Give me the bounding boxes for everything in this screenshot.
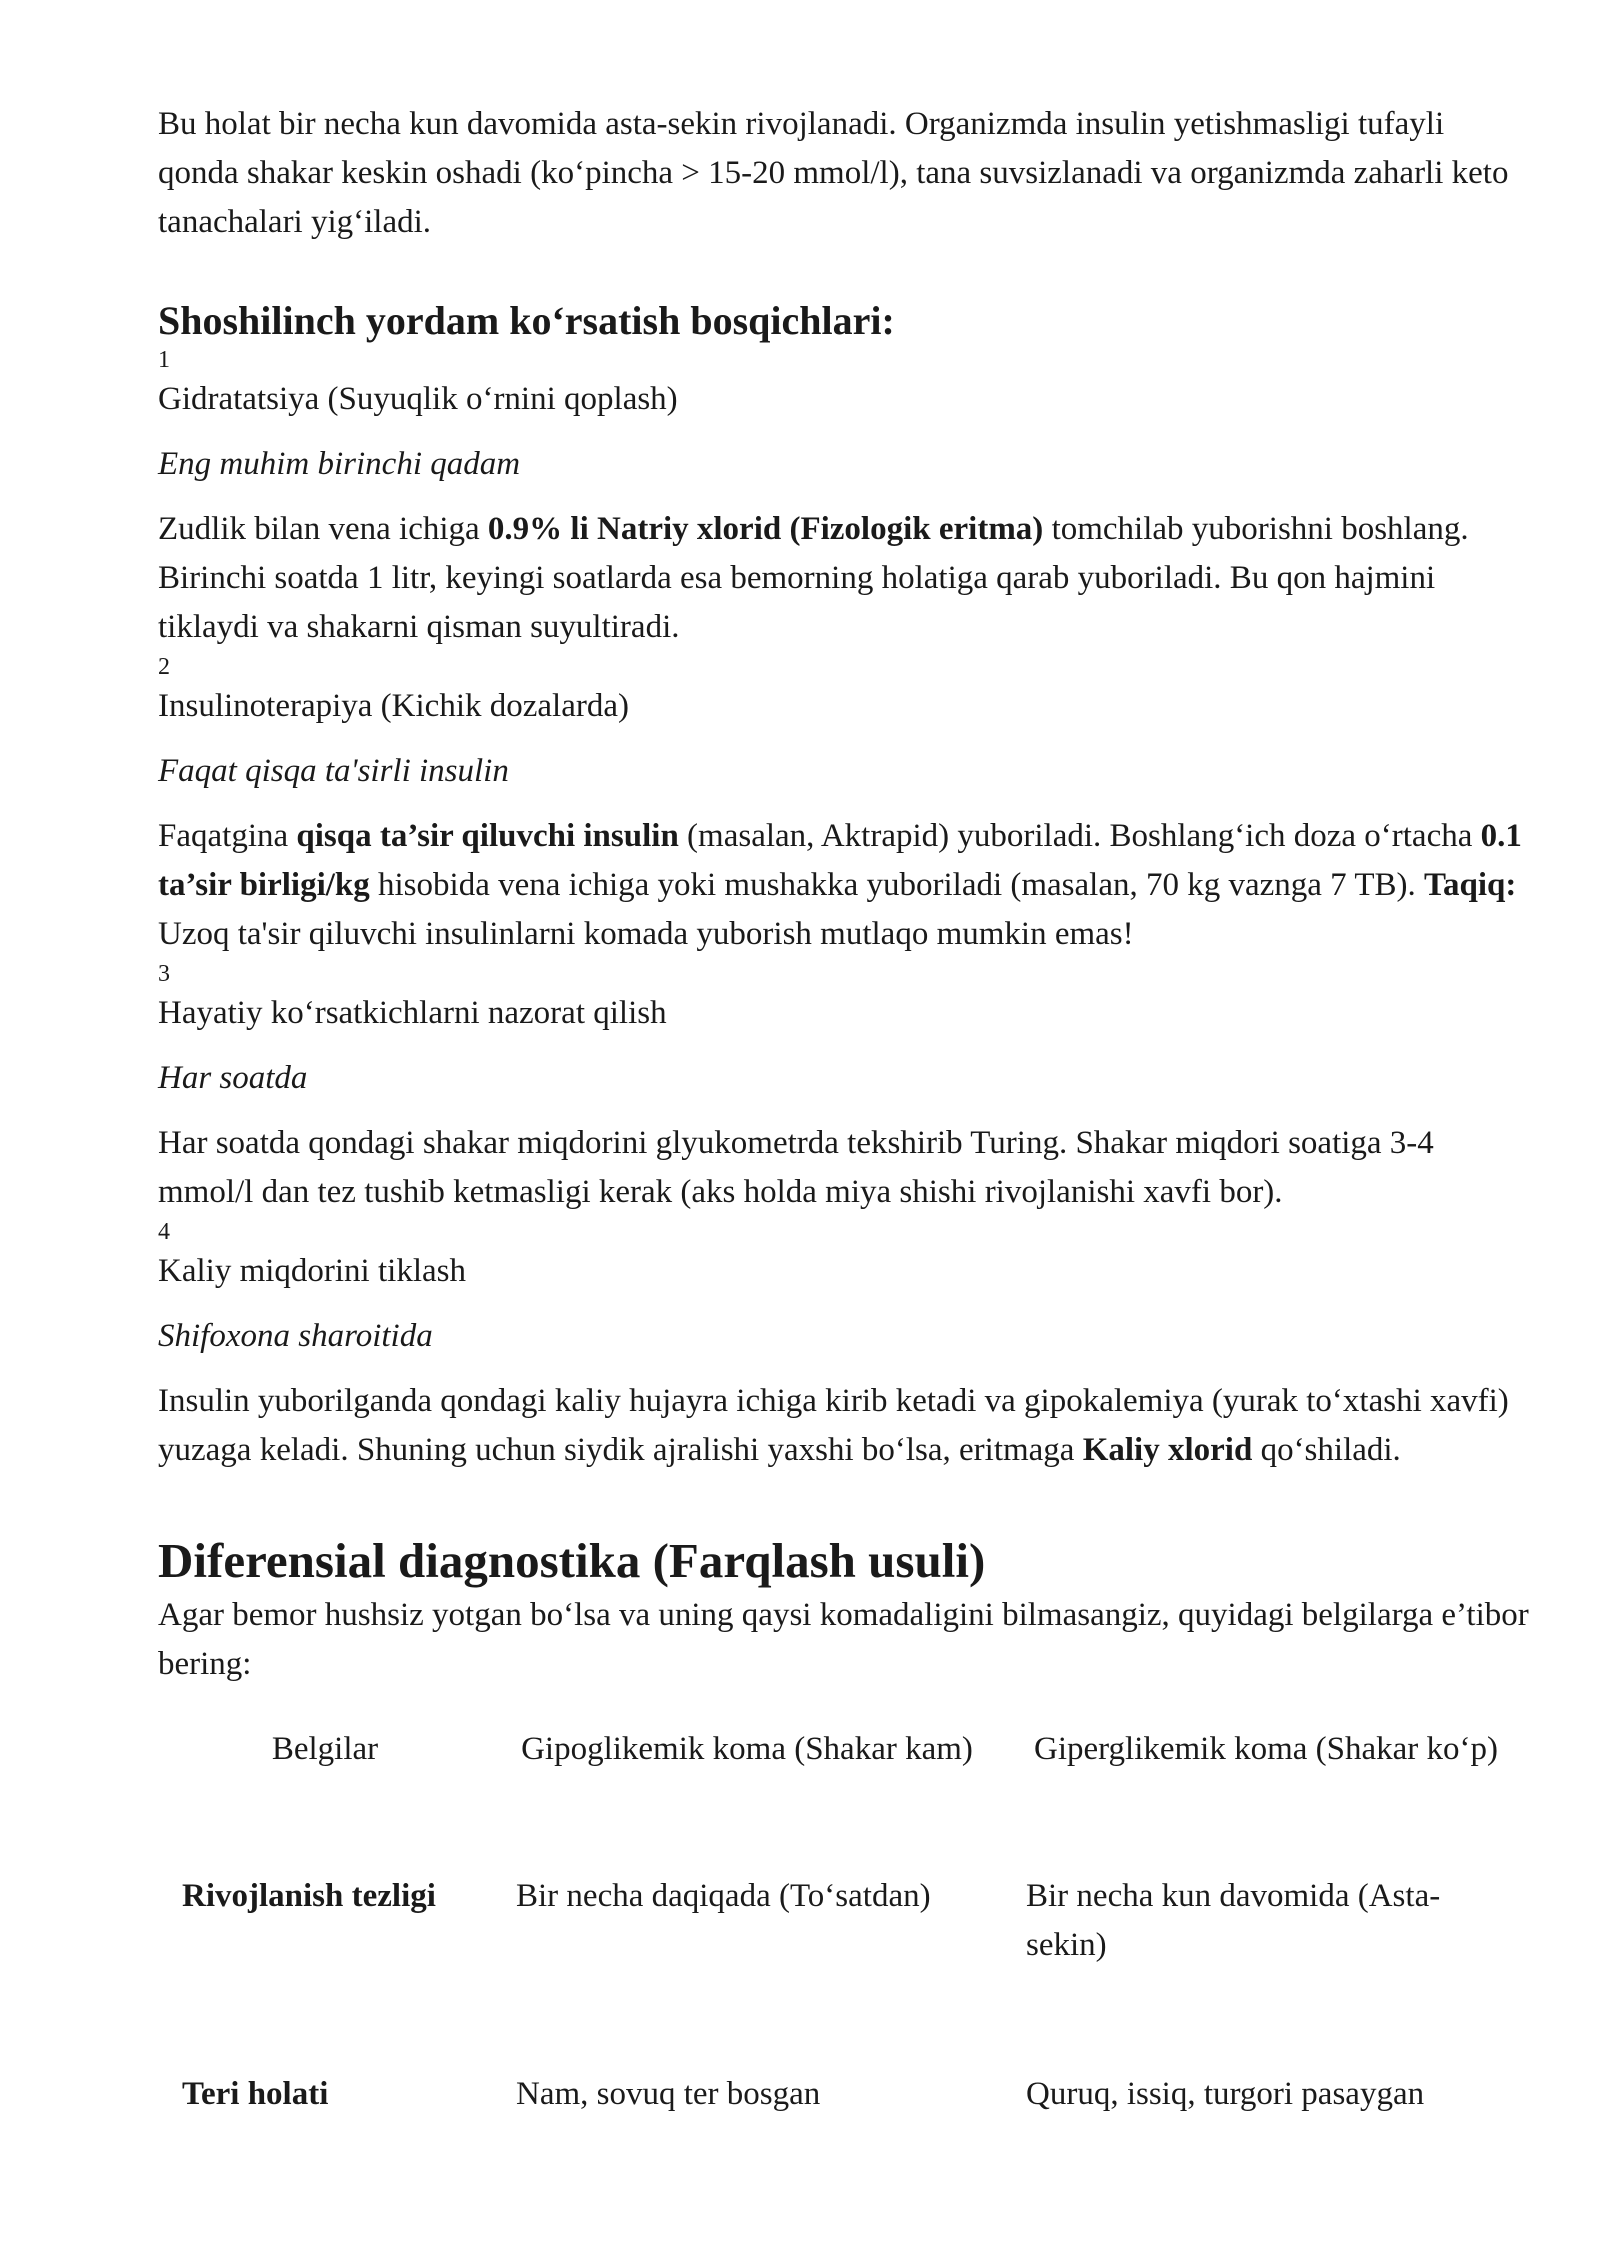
step-3 xyxy=(158,959,1530,1217)
step-subtitle: Shifoxona sharoitida xyxy=(158,1318,433,1354)
step-body-text: Uzoq ta'sir qiluvchi insulinlarni komada yuborish mutlaqo mumkin emas! xyxy=(158,916,1134,952)
step-1 xyxy=(158,345,1530,652)
intro-paragraph: Bu holat bir necha kun davomida asta-sekin rivojlanadi. Organizmda insulin yetishmasligi tufayli qonda shakar keskin oshadi (ko‘pincha > 15-20 mmol/l), tana suvsizlanadi va organizmda zaharli keto tanachalari yig‘iladi. xyxy=(158,106,1509,240)
step-number: 4 xyxy=(158,1219,170,1245)
step-subtitle: Faqat qisqa ta'sirli insulin xyxy=(158,753,509,789)
table-header-cell: Giperglikemik koma (Shakar ko‘p) xyxy=(1033,1731,1499,1767)
table-cell: Bir necha daqiqada (To‘satdan) xyxy=(516,1878,931,1914)
step-body-text: Har soatda qondagi shakar miqdorini glyukometrda tekshirib Turing. Shakar miqdori soatiga 3-4 mmol/l dan tez tushib ketmasligi kerak (aks holda miya shishi rivojlanishi xavfi bor). xyxy=(158,1125,1434,1210)
step-4 xyxy=(158,1217,1530,1475)
step-body xyxy=(158,812,1530,959)
step-body-bold: 0.9% li Natriy xlorid (Fizologik eritma) xyxy=(487,511,1044,547)
table-cell: Quruq, issiq, turgori pasaygan xyxy=(1026,2076,1425,2112)
step-number: 2 xyxy=(158,654,170,680)
diagnostics-heading: Diferensial diagnostika (Farqlash usuli) xyxy=(158,1533,986,1588)
step-number: 1 xyxy=(158,347,170,373)
table-cell: Nam, sovuq ter bosgan xyxy=(516,2076,821,2112)
step-body-text: (masalan, Aktrapid) yuboriladi. Boshlang‘ich doza o‘rtacha xyxy=(678,818,1481,854)
step-title: Gidratatsiya (Suyuqlik o‘rnini qoplash) xyxy=(158,381,678,417)
step-number: 3 xyxy=(158,961,170,987)
step-subtitle: Har soatda xyxy=(158,1060,308,1096)
step-title: Kaliy miqdorini tiklash xyxy=(158,1253,466,1289)
step-body xyxy=(158,1377,1530,1475)
step-body-bold: qisqa ta’sir qiluvchi insulin xyxy=(296,818,679,854)
step-body xyxy=(158,1119,1530,1217)
table-header-cell: Gipoglikemik koma (Shakar kam) xyxy=(521,1731,973,1767)
table-row xyxy=(158,2054,1530,2203)
step-subtitle: Eng muhim birinchi qadam xyxy=(158,446,521,482)
table-cell: Bir necha kun davomida (Asta-sekin) xyxy=(1026,1878,1441,1963)
table-row-label: Rivojlanish tezligi xyxy=(182,1878,436,1914)
table-header-cell: Belgilar xyxy=(271,1731,379,1767)
step-body-bold: Kaliy xlorid xyxy=(1082,1432,1253,1468)
emergency-heading: Shoshilinch yordam ko‘rsatish bosqichlari: xyxy=(158,298,895,343)
step-body-text: Insulin yuborilganda qondagi kaliy hujayra ichiga kirib ketadi va gipokalemiya (yurak to‘xtashi xavfi) yuzaga keladi. Shuning uchun siydik ajralishi yaxshi bo‘lsa, eritmaga xyxy=(158,1383,1509,1468)
step-title: Hayatiy ko‘rsatkichlarni nazorat qilish xyxy=(158,995,667,1031)
step-body-text: hisobida vena ichiga yoki mushakka yuboriladi (masalan, 70 kg vaznga 7 TB). xyxy=(369,867,1424,903)
diagnostics-intro: Agar bemor hushsiz yotgan bo‘lsa va uning qaysi komadaligini bilmasangiz, quyidagi belgilarga e’tibor bering: xyxy=(158,1597,1529,1682)
step-body-bold: Taqiq: xyxy=(1424,867,1517,903)
step-body xyxy=(158,505,1530,652)
step-body-text: Faqatgina xyxy=(158,818,297,854)
comparison-table xyxy=(158,1709,1530,2203)
emergency-steps xyxy=(158,345,1530,1475)
step-title: Insulinoterapiya (Kichik dozalarda) xyxy=(158,688,629,724)
step-body-bold: 0.1 ta’sir birligi/kg xyxy=(158,818,1522,903)
table-header-row xyxy=(158,1709,1530,1856)
step-body-text: qo‘shiladi. xyxy=(1252,1432,1401,1468)
table-row xyxy=(158,1856,1530,2054)
table-row-label: Teri holati xyxy=(182,2076,329,2112)
step-body-text: Zudlik bilan vena ichiga xyxy=(158,511,488,547)
step-body-text: tomchilab yuborishni boshlang. Birinchi soatda 1 litr, keyingi soatlarda esa bemorning holatiga qarab yuboriladi. Bu qon hajmini tiklaydi va shakarni qisman suyultiradi. xyxy=(158,511,1469,645)
step-2 xyxy=(158,652,1530,959)
